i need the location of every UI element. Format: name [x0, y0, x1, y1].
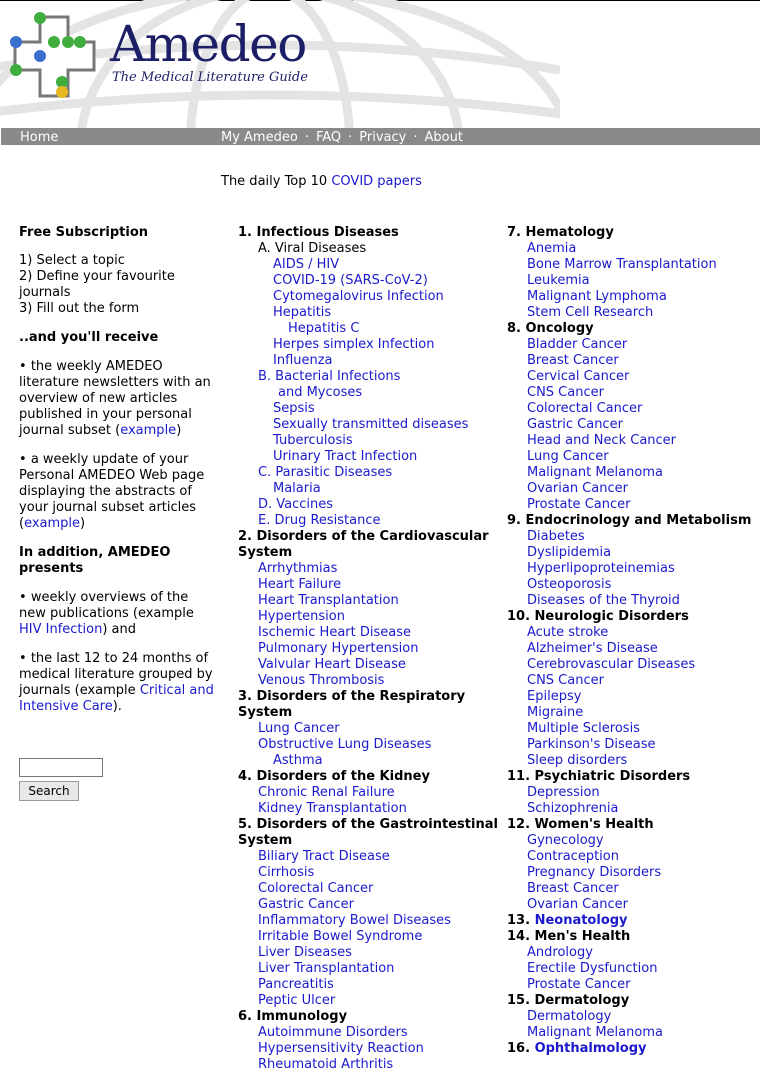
topic-item — [507, 801, 760, 817]
nav-separator: · — [348, 130, 353, 145]
topic-link[interactable]: Liver Diseases — [258, 945, 352, 960]
topic-link[interactable]: Osteoporosis — [527, 577, 612, 592]
topic-item — [507, 1025, 760, 1041]
topic-link[interactable]: Dyslipidemia — [527, 545, 612, 560]
topics-column-2 — [507, 225, 760, 1057]
category-respiratory: 3. Disorders of the Respiratory System — [238, 689, 466, 720]
topic-link[interactable]: Valvular Heart Disease — [258, 657, 406, 672]
topics-column-1 — [238, 225, 500, 1073]
subcategory-viral: A. Viral Diseases — [258, 241, 367, 256]
topic-item — [238, 657, 500, 673]
topic-item — [238, 433, 500, 449]
topic-item — [507, 737, 760, 753]
nav-separator: · — [304, 130, 309, 145]
category-psychiatric: 11. Psychiatric Disorders — [507, 769, 691, 784]
topic-item — [507, 721, 760, 737]
topic-link[interactable]: Urinary Tract Infection — [273, 449, 418, 464]
topic-item — [507, 561, 760, 577]
topic-link[interactable]: Schizophrenia — [527, 801, 619, 816]
category-womens-health: 12. Women's Health — [507, 817, 654, 832]
topic-link[interactable]: Malignant Melanoma — [527, 1025, 663, 1040]
topic-item — [507, 1009, 760, 1025]
topic-item — [507, 337, 760, 353]
topic-link[interactable]: Acute stroke — [527, 625, 609, 640]
topic-item — [238, 353, 500, 369]
topic-link[interactable]: Ovarian Cancer — [527, 897, 628, 912]
topic-item — [507, 625, 760, 641]
topic-item — [507, 257, 760, 273]
bullet-end: ) and — [102, 622, 137, 637]
topic-item — [238, 961, 500, 977]
topic-link[interactable]: Breast Cancer — [527, 353, 619, 368]
search-input[interactable] — [19, 758, 103, 777]
daily-top10-line — [221, 174, 422, 189]
category-neonatology — [507, 913, 760, 929]
bullet-text: the last 12 to 24 months of medical literature grouped by journals (example — [19, 651, 213, 698]
topic-link[interactable]: Heart Transplantation — [258, 593, 399, 608]
topic-item — [238, 1041, 500, 1057]
topic-item — [507, 369, 760, 385]
bullet-icon: • — [19, 452, 27, 467]
topic-item — [507, 385, 760, 401]
topic-item — [238, 449, 500, 465]
topic-link[interactable]: Irritable Bowel Syndrome — [258, 929, 423, 944]
topic-item — [238, 673, 500, 689]
topic-link[interactable]: Migraine — [527, 705, 584, 720]
topic-item — [238, 913, 500, 929]
topic-link[interactable]: Autoimmune Disorders — [258, 1025, 408, 1040]
topic-item — [507, 401, 760, 417]
topic-link[interactable]: Lung Cancer — [527, 449, 609, 464]
category-immunology: 6. Immunology — [238, 1009, 348, 1024]
topic-link[interactable]: Gastric Cancer — [258, 897, 354, 912]
subcategory-parasitic-link[interactable]: C. Parasitic Diseases — [258, 465, 393, 480]
topic-item — [507, 273, 760, 289]
topic-item — [238, 401, 500, 417]
topic-item — [507, 881, 760, 897]
topic-item — [238, 641, 500, 657]
bullet-text: the weekly AMEDEO literature newsletters with an overview of new articles published in your personal journal subset ( — [19, 359, 211, 438]
critical-care-link[interactable]: Critical and Intensive Care — [19, 683, 214, 714]
topic-link[interactable]: Sleep disorders — [527, 753, 628, 768]
bullet-end: ). — [112, 699, 122, 714]
topic-item — [507, 673, 760, 689]
topic-item — [238, 273, 500, 289]
topic-item — [238, 561, 500, 577]
topic-item — [507, 961, 760, 977]
nav-separator: · — [413, 130, 418, 145]
topic-link[interactable]: Parkinson's Disease — [527, 737, 656, 752]
topic-link[interactable]: Asthma — [273, 753, 323, 768]
topic-item — [238, 801, 500, 817]
logo-subtitle: The Medical Literature Guide — [112, 70, 308, 85]
topic-item — [507, 449, 760, 465]
topic-link[interactable]: Alzheimer's Disease — [527, 641, 658, 656]
topic-link[interactable]: Cerebrovascular Diseases — [527, 657, 696, 672]
header — [0, 0, 760, 128]
topic-link[interactable]: Gastric Cancer — [527, 417, 623, 432]
topic-link[interactable]: Bone Marrow Transplantation — [527, 257, 717, 272]
topic-link[interactable]: Biliary Tract Disease — [258, 849, 390, 864]
category-cardiovascular: 2. Disorders of the Cardiovascular System — [238, 529, 489, 560]
topic-item — [238, 977, 500, 993]
category-hematology: 7. Hematology — [507, 225, 614, 240]
topic-link[interactable]: Kidney Transplantation — [258, 801, 407, 816]
bullet-icon: • — [19, 359, 27, 374]
topic-item — [507, 753, 760, 769]
topic-item — [238, 481, 500, 497]
topic-link[interactable]: COVID-19 (SARS-CoV-2) — [273, 273, 428, 288]
topic-link[interactable]: Andrology — [527, 945, 593, 960]
topic-link[interactable]: Hepatitis C — [288, 321, 360, 336]
nav-my-amedeo-link[interactable]: My Amedeo — [221, 130, 298, 145]
topic-link[interactable]: Prostate Cancer — [527, 977, 631, 992]
topic-item — [238, 289, 500, 305]
topic-item — [238, 609, 500, 625]
topic-link[interactable]: Diseases of the Thyroid — [527, 593, 680, 608]
navbar — [1, 128, 760, 145]
topic-item — [238, 849, 500, 865]
topic-link[interactable]: Liver Transplantation — [258, 961, 395, 976]
step-1: 1) Select a topic — [19, 253, 125, 268]
topic-link[interactable]: Cytomegalovirus Infection — [273, 289, 444, 304]
topic-item — [238, 1025, 500, 1041]
topic-link[interactable]: Pancreatitis — [258, 977, 334, 992]
topic-item — [507, 641, 760, 657]
category-oncology: 8. Oncology — [507, 321, 594, 336]
bullet-end: ) — [80, 516, 86, 531]
topic-item — [507, 977, 760, 993]
hiv-infection-link[interactable]: HIV Infection — [19, 622, 103, 637]
topic-link[interactable]: Rheumatoid Arthritis — [258, 1057, 394, 1072]
topic-item — [238, 577, 500, 593]
topic-item — [507, 465, 760, 481]
topic-item — [238, 593, 500, 609]
topic-link[interactable]: Anemia — [527, 241, 577, 256]
example-newsletter-link[interactable]: example — [120, 423, 177, 438]
subcategory-vaccines-link[interactable]: D. Vaccines — [258, 497, 334, 512]
topic-item — [238, 993, 500, 1009]
topic-item — [507, 849, 760, 865]
topic-link[interactable]: Epilepsy — [527, 689, 582, 704]
category-number: 13. — [507, 913, 531, 928]
topic-item — [238, 785, 500, 801]
topic-item — [507, 529, 760, 545]
topic-item — [507, 865, 760, 881]
topic-link[interactable]: Multiple Sclerosis — [527, 721, 640, 736]
topic-link[interactable]: Hyperlipoproteinemias — [527, 561, 675, 576]
topic-item — [238, 929, 500, 945]
search-button[interactable]: Search — [19, 781, 79, 801]
category-gastrointestinal: 5. Disorders of the Gastrointestinal System — [238, 817, 498, 848]
amedeo-logo-icon — [10, 12, 110, 102]
bullet-literature — [19, 651, 219, 715]
topic-item — [238, 897, 500, 913]
topic-item — [238, 305, 500, 321]
topic-item — [238, 865, 500, 881]
topic-item — [507, 577, 760, 593]
topic-item — [507, 497, 760, 513]
bullet-icon: • — [19, 651, 27, 666]
topic-item — [507, 945, 760, 961]
topic-item — [238, 721, 500, 737]
covid-papers-link[interactable]: COVID papers — [331, 174, 422, 189]
nav-home-link[interactable]: Home — [20, 130, 59, 145]
topic-link[interactable]: Obstructive Lung Diseases — [258, 737, 432, 752]
topic-item — [507, 433, 760, 449]
topic-link[interactable]: Ischemic Heart Disease — [258, 625, 411, 640]
nav-faq-link[interactable]: FAQ — [315, 130, 342, 145]
topic-link[interactable]: Colorectal Cancer — [258, 881, 374, 896]
topic-item — [507, 689, 760, 705]
topic-link[interactable]: Colorectal Cancer — [527, 401, 643, 416]
topic-item — [238, 737, 500, 753]
topic-item — [507, 289, 760, 305]
category-number: 16. — [507, 1041, 531, 1056]
topic-item — [238, 881, 500, 897]
topic-item — [507, 593, 760, 609]
bullet-webpage — [19, 452, 219, 532]
category-infectious: 1. Infectious Diseases — [238, 225, 399, 240]
category-dermatology: 15. Dermatology — [507, 993, 630, 1008]
topic-link[interactable]: Dermatology — [527, 1009, 612, 1024]
topic-link[interactable]: Herpes simplex Infection — [273, 337, 435, 352]
topic-link[interactable]: Venous Thrombosis — [258, 673, 385, 688]
subcategory-bacterial-link[interactable]: B. Bacterial Infections — [258, 369, 401, 384]
bullet-icon: • — [19, 590, 27, 605]
step-2: 2) Define your favourite journals — [19, 269, 175, 300]
topic-link[interactable]: Malignant Lymphoma — [527, 289, 667, 304]
nav-right-links — [221, 128, 463, 147]
topic-item — [507, 833, 760, 849]
example-webpage-link[interactable]: example — [24, 516, 81, 531]
category-endocrinology: 9. Endocrinology and Metabolism — [507, 513, 752, 528]
topic-link[interactable]: Lung Cancer — [258, 721, 340, 736]
presents-heading: In addition, AMEDEO presents — [19, 545, 171, 576]
topic-link[interactable]: Arrhythmias — [258, 561, 338, 576]
topic-item — [238, 257, 500, 273]
category-mens-health: 14. Men's Health — [507, 929, 631, 944]
bullet-end: ) — [176, 423, 182, 438]
topic-item — [507, 657, 760, 673]
logo-title[interactable]: Amedeo — [110, 15, 306, 73]
category-kidney: 4. Disorders of the Kidney — [238, 769, 430, 784]
topic-item — [507, 305, 760, 321]
sidebar — [19, 225, 219, 715]
topic-link[interactable]: Tuberculosis — [273, 433, 353, 448]
topic-link[interactable]: Depression — [527, 785, 600, 800]
topic-link[interactable]: Influenza — [273, 353, 333, 368]
topic-link[interactable]: Prostate Cancer — [527, 497, 631, 512]
topic-item — [238, 337, 500, 353]
topic-link[interactable]: Pulmonary Hypertension — [258, 641, 419, 656]
neonatology-link[interactable]: Neonatology — [534, 913, 628, 928]
topic-link[interactable]: AIDS / HIV — [273, 257, 340, 272]
topic-item — [507, 481, 760, 497]
topic-link[interactable]: Bladder Cancer — [527, 337, 628, 352]
topic-item — [507, 241, 760, 257]
topic-item — [238, 625, 500, 641]
nav-about-link[interactable]: About — [424, 130, 463, 145]
topic-item — [238, 417, 500, 433]
topic-link[interactable]: Ovarian Cancer — [527, 481, 628, 496]
topic-item — [238, 945, 500, 961]
topic-link[interactable]: Peptic Ulcer — [258, 993, 336, 1008]
topic-link[interactable]: Diabetes — [527, 529, 585, 544]
topic-link[interactable]: Leukemia — [527, 273, 590, 288]
nav-privacy-link[interactable]: Privacy — [359, 130, 407, 145]
ophthalmology-link[interactable]: Ophthalmology — [534, 1041, 647, 1056]
bullet-text: a weekly update of your Personal AMEDEO Web page displaying the abstracts of your journal subset articles ( — [19, 452, 205, 531]
topic-item — [507, 545, 760, 561]
topic-link[interactable]: Gynecology — [527, 833, 604, 848]
subcategory-drug-resistance-link[interactable]: E. Drug Resistance — [258, 513, 381, 528]
topic-item — [507, 785, 760, 801]
topic-link[interactable]: Hypersensitivity Reaction — [258, 1041, 424, 1056]
bullet-newsletter — [19, 359, 219, 439]
topic-link[interactable]: Cervical Cancer — [527, 369, 630, 384]
topic-item — [507, 897, 760, 913]
subcategory-mycoses-link[interactable]: and Mycoses — [278, 385, 363, 400]
free-subscription-heading: Free Subscription — [19, 225, 149, 240]
topic-link[interactable]: Pregnancy Disorders — [527, 865, 662, 880]
topic-link[interactable]: Breast Cancer — [527, 881, 619, 896]
topic-link[interactable]: Malignant Melanoma — [527, 465, 663, 480]
receive-heading: ..and you'll receive — [19, 330, 159, 345]
topic-link[interactable]: CNS Cancer — [527, 673, 604, 688]
category-ophthalmology — [507, 1041, 760, 1057]
topic-link[interactable]: Sepsis — [273, 401, 315, 416]
bullet-text: weekly overviews of the new publications (example — [19, 590, 194, 621]
topic-link[interactable]: Head and Neck Cancer — [527, 433, 677, 448]
topic-link[interactable]: Erectile Dysfunction — [527, 961, 658, 976]
topic-link[interactable]: Hepatitis — [273, 305, 332, 320]
topic-link[interactable]: Inflammatory Bowel Diseases — [258, 913, 451, 928]
topic-link[interactable]: Malaria — [273, 481, 321, 496]
bullet-weekly-overviews — [19, 590, 219, 638]
topic-link[interactable]: Sexually transmitted diseases — [273, 417, 469, 432]
topic-link[interactable]: CNS Cancer — [527, 385, 604, 400]
topic-link[interactable]: Heart Failure — [258, 577, 342, 592]
topic-item — [507, 417, 760, 433]
category-neurologic: 10. Neurologic Disorders — [507, 609, 689, 624]
topic-item — [238, 1057, 500, 1073]
topic-item — [507, 705, 760, 721]
step-3: 3) Fill out the form — [19, 301, 140, 316]
topic-link[interactable]: Stem Cell Research — [527, 305, 654, 320]
topic-item — [507, 353, 760, 369]
topic-link[interactable]: Hypertension — [258, 609, 345, 624]
topic-link[interactable]: Cirrhosis — [258, 865, 315, 880]
topic-link[interactable]: Chronic Renal Failure — [258, 785, 395, 800]
daily-prefix: The daily Top 10 — [221, 174, 328, 189]
topic-link[interactable]: Contraception — [527, 849, 619, 864]
